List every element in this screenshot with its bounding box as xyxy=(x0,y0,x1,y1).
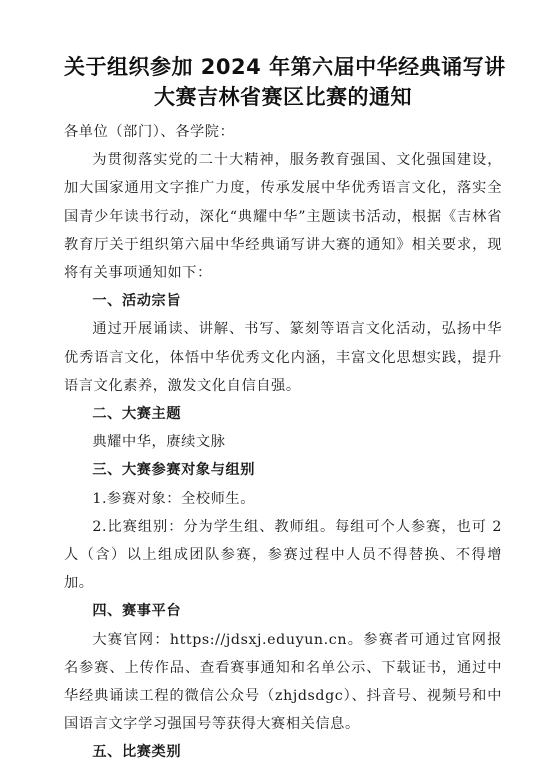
section-3-heading: 三、大赛参赛对象与组别 xyxy=(92,462,256,479)
title-line-1: 关于组织参加 2024 年第六届中华经典诵写讲 xyxy=(64,55,506,79)
section-5-heading: 五、比赛类别 xyxy=(92,744,182,761)
section-3-paragraph-2: 2.比赛组别：分为学生组、教师组。每组可个人参赛，也可 2 人（含）以上组成团队参赛，参赛过程中人员不得替换、不得增加。 xyxy=(64,518,502,592)
section-4-paragraph: 大赛官网：https://jdsxj.eduyun.cn。参赛者可通过官网报名参赛、上传作品、查看赛事通知和名单公示、下载证书，通过中华经典诵读工程的微信公众号（zhjdsdgc）、抖音号、视频号和中国语言文字学习强国号等获得大赛相关信息。 xyxy=(64,631,502,733)
section-4-heading: 四、赛事平台 xyxy=(92,603,182,620)
document-title xyxy=(64,52,506,112)
salutation: 各单位（部门）、各学院： xyxy=(64,124,235,140)
intro-paragraph: 为贯彻落实党的二十大精神，服务教育强国、文化强国建设，加大国家通用文字推广力度，传承发展中华优秀语言文化，落实全国青少年读书行动，深化“典耀中华”主题读书活动，根据《吉林省教育厅关于组织第六届中华经典诵写讲大赛的通知》相关要求，现将有关事项通知如下： xyxy=(64,152,502,282)
section-2-heading: 二、大赛主题 xyxy=(92,406,182,423)
section-3-paragraph-1: 1.参赛对象：全校师生。 xyxy=(92,490,256,507)
title-line-2: 大赛吉林省赛区比赛的通知 xyxy=(154,85,412,109)
section-1-paragraph: 通过开展诵读、讲解、书写、篆刻等语言文化活动，弘扬中华优秀语言文化，体悟中华优秀文化内涵，丰富文化思想实践，提升语言文化素养，激发文化自信自强。 xyxy=(64,321,502,394)
section-1-heading: 一、活动宗旨 xyxy=(92,293,182,310)
section-2-paragraph: 典耀中华，赓续文脉 xyxy=(92,434,226,451)
